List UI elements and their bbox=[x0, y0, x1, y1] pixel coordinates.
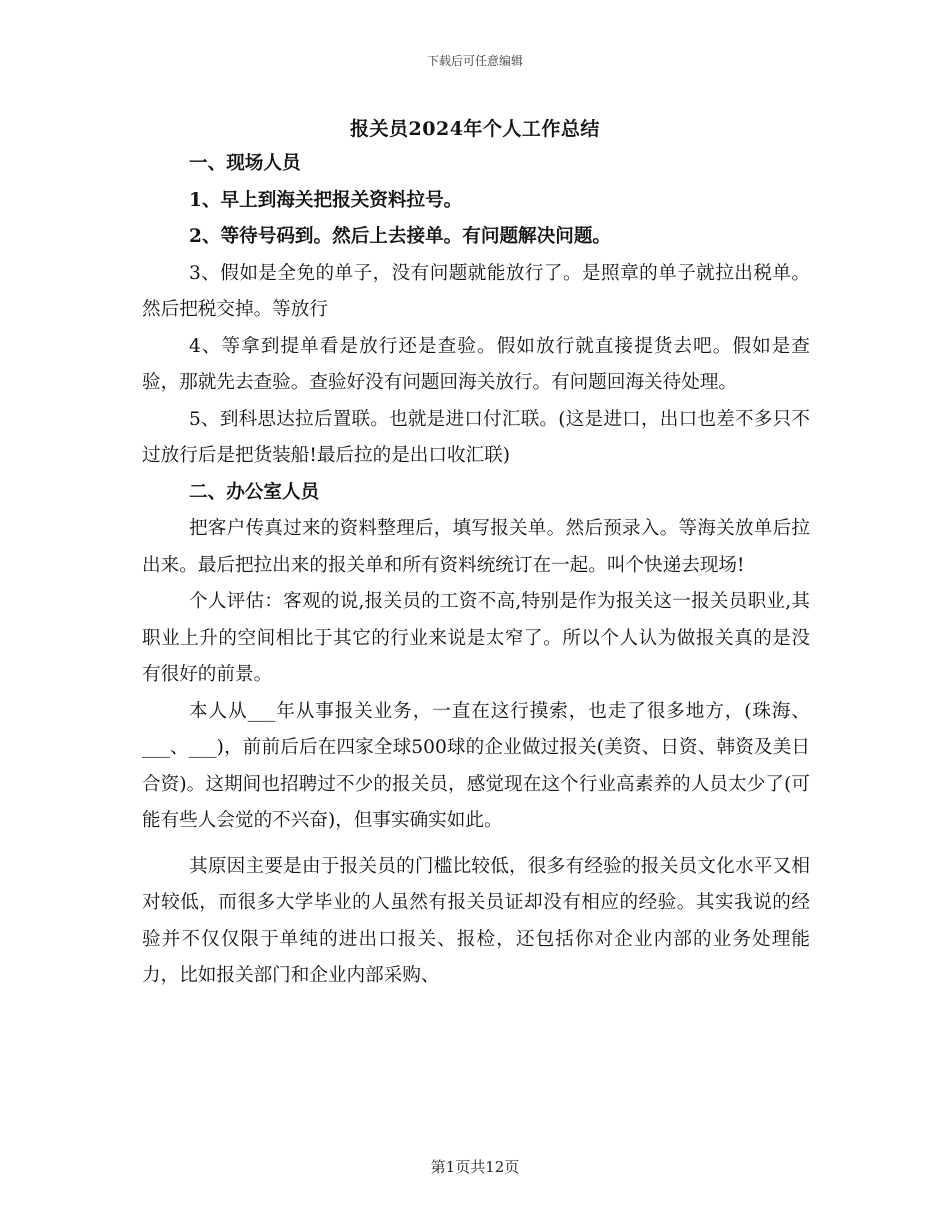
personal-evaluation-paragraph: 个人评估：客观的说,报关员的工资不高,特别是作为报关这一报关员职业,其职业上升的空间相比于其它的行业来说是太窄了。所以个人认为做报关真的是没有很好的前景。 bbox=[142, 591, 810, 685]
step-5-paragraph: 5、到科思达拉后置联。也就是进口付汇联。(这是进口，出口也差不多只不过放行后是把货装船!最后拉的是出口收汇联) bbox=[142, 408, 810, 466]
page-header: 下载后可任意编辑 bbox=[426, 54, 523, 68]
page-number: 第1页共12页 bbox=[430, 1158, 520, 1176]
step-1-paragraph: 1、早上到海关把报关资料拉号。 bbox=[189, 189, 463, 211]
document-body bbox=[142, 146, 810, 995]
step-4-paragraph: 4、等拿到提单看是放行还是查验。假如放行就直接提货去吧。假如是查验，那就先去查验。查验好没有问题回海关放行。有问题回海关待处理。 bbox=[142, 335, 810, 393]
reasons-paragraph: 其原因主要是由于报关员的门槛比较低，很多有经验的报关员文化水平又相对较低，而很多大学毕业的人虽然有报关员证却没有相应的经验。其实我说的经验并不仅仅限于单纯的进出口报关、报检，还包括你对企业内部的业务处理能力，比如报关部门和企业内部采购、 bbox=[142, 855, 810, 986]
step-3-paragraph: 3、假如是全免的单子，没有问题就能放行了。是照章的单子就拉出税单。然后把税交掉。等放行 bbox=[142, 262, 810, 320]
document-title: 报关员2024年个人工作总结 bbox=[350, 118, 600, 140]
step-2-paragraph: 2、等待号码到。然后上去接单。有问题解决问题。 bbox=[189, 226, 612, 247]
office-work-paragraph: 把客户传真过来的资料整理后，填写报关单。然后预录入。等海关放单后拉出来。最后把拉出来的报关单和所有资料统统订在一起。叫个快递去现场! bbox=[142, 518, 810, 576]
section-heading-onsite-staff: 一、现场人员 bbox=[189, 153, 301, 174]
experience-paragraph: 本人从___年从事报关业务，一直在这行摸索，也走了很多地方，(珠海、___、___)，前前后后在四家全球500球的企业做过报关(美资、日资、韩资及美日合资)。这期间也招聘过不少的报关员，感觉现在这个行业高素养的人员太少了(可能有些人会觉的不兴奋)，但事实确实如此。 bbox=[142, 700, 810, 831]
section-heading-office-staff: 二、办公室人员 bbox=[189, 481, 320, 503]
